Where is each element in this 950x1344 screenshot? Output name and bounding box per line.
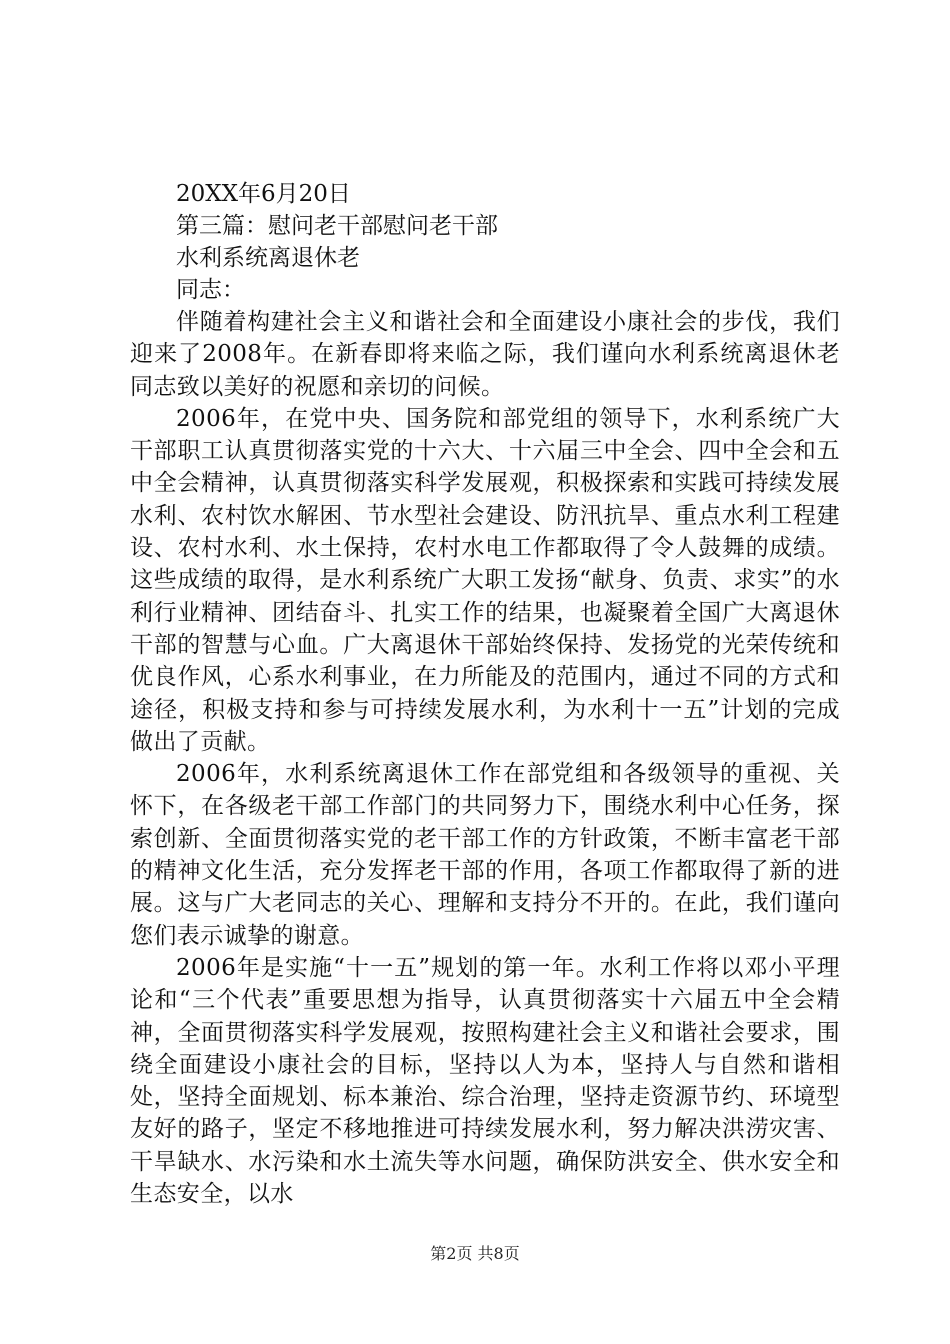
- recipient-line: 水利系统离退休老: [176, 245, 360, 271]
- section-title: 第三篇：慰问老干部慰问老干部: [176, 213, 498, 239]
- paragraph: 2006年是实施“十一五”规划的第一年。水利工作将以邓小平理论和“三个代表”重要思想为指导，认真贯彻落实十六届五中全会精神，全面贯彻落实科学发展观，按照构建社会主义和谐社会要求，围绕全面建设小康社会的目标，坚持以人为本，坚持人与自然和谐相处，坚持全面规划、标本兼治、综合治理，坚持走资源节约、环境型友好的路子，坚定不移地推进可持续发展水利，努力解决洪涝灾害、干旱缺水、水污染和水土流失等水问题，确保防洪安全、供水安全和生态安全，以水: [130, 954, 840, 1208]
- paragraph: 伴随着构建社会主义和谐社会和全面建设小康社会的步伐，我们迎来了2008年。在新春即将来临之际，我们谨向水利系统离退休老同志致以美好的祝愿和亲切的问候。: [130, 309, 840, 400]
- date-line: 20XX年6月20日: [176, 181, 351, 207]
- document-body: [130, 178, 840, 1210]
- page-number-footer: 第2页 共8页: [430, 1244, 520, 1263]
- paragraph: 2006年，水利系统离退休工作在部党组和各级领导的重视、关怀下，在各级老干部工作部门的共同努力下，围绕水利中心任务，探索创新、全面贯彻落实党的老干部工作的方针政策，不断丰富老干部的精神文化生活，充分发挥老干部的作用，各项工作都取得了新的进展。这与广大老同志的关心、理解和支持分不开的。在此，我们谨向您们表示诚挚的谢意。: [130, 761, 840, 949]
- paragraph: 2006年，在党中央、国务院和部党组的领导下，水利系统广大干部职工认真贯彻落实党的十六大、十六届三中全会、四中全会和五中全会精神，认真贯彻落实科学发展观，积极探索和实践可持续发展水利、农村饮水解困、节水型社会建设、防汛抗旱、重点水利工程建设、农村水利、水土保持，农村水电工作都取得了令人鼓舞的成绩。这些成绩的取得，是水利系统广大职工发扬“献身、负责、求实”的水利行业精神、团结奋斗、扎实工作的结果，也凝聚着全国广大离退休干部的智慧与心血。广大离退休干部始终保持、发扬党的光荣传统和优良作风，心系水利事业，在力所能及的范围内，通过不同的方式和途径，积极支持和参与可持续发展水利，为水利十一五”计划的完成做出了贡献。: [130, 405, 840, 755]
- salutation: 同志：: [176, 277, 245, 303]
